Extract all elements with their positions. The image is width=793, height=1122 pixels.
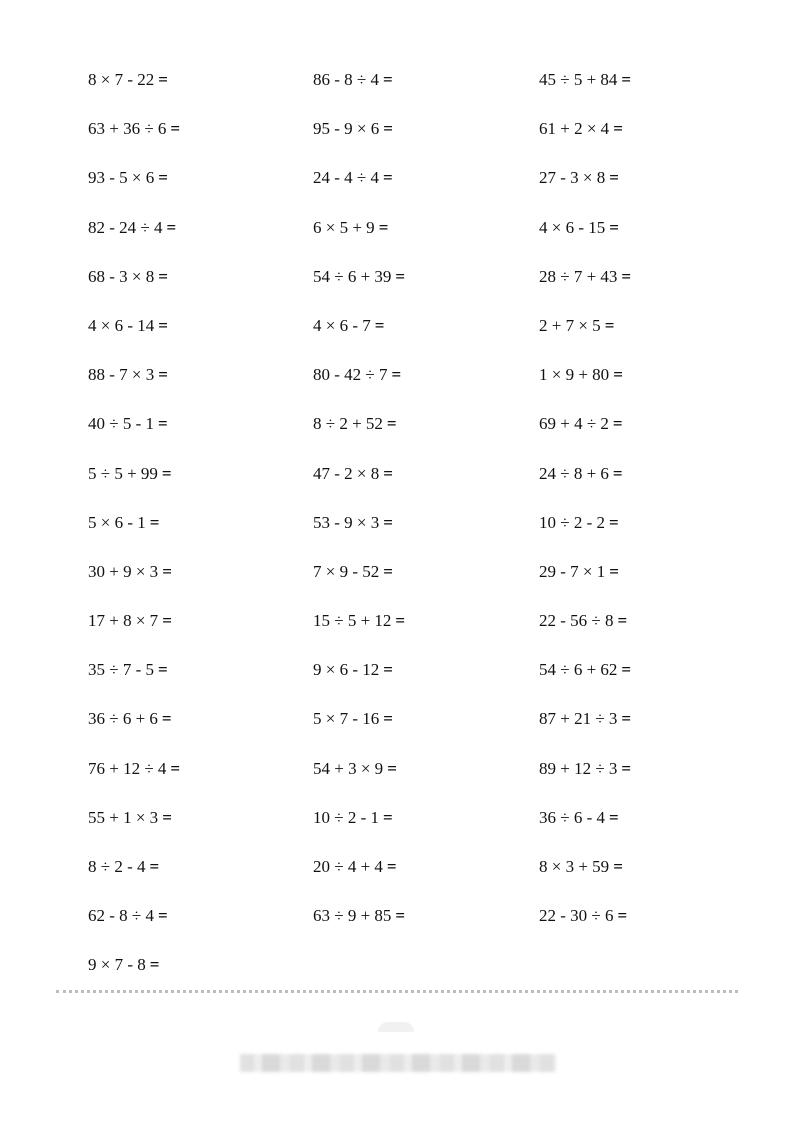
equals-sign: = xyxy=(162,561,172,581)
problem-expression: 10 ÷ 2 - 2 xyxy=(539,512,605,532)
problem-expression: 62 - 8 ÷ 4 xyxy=(88,906,154,926)
equals-sign: = xyxy=(383,709,393,729)
equals-sign: = xyxy=(166,217,177,237)
problem-expression: 35 ÷ 7 - 5 xyxy=(88,660,154,680)
equals-sign: = xyxy=(162,807,172,827)
equals-sign: = xyxy=(149,955,160,975)
equals-sign: = xyxy=(378,217,389,237)
problem-expression: 55 + 1 × 3 xyxy=(88,807,159,827)
equals-sign: = xyxy=(609,807,619,827)
equals-sign: = xyxy=(158,266,168,286)
problem-expression: 54 + 3 × 9 xyxy=(313,758,384,778)
math-problem xyxy=(313,312,405,361)
math-problem xyxy=(313,804,405,853)
problem-column-1 xyxy=(88,66,180,1001)
equals-sign: = xyxy=(158,414,168,434)
problem-expression: 8 ÷ 2 + 52 xyxy=(313,414,383,434)
problem-expression: 63 ÷ 9 + 85 xyxy=(313,906,392,926)
problem-expression: 20 ÷ 4 + 4 xyxy=(313,857,383,876)
math-problem xyxy=(539,607,631,656)
problem-expression: 4 × 6 - 7 xyxy=(313,315,371,335)
problem-expression: 54 ÷ 6 + 62 xyxy=(539,660,618,680)
math-problem xyxy=(539,263,631,312)
equals-sign: = xyxy=(383,119,393,139)
equals-sign: = xyxy=(170,119,181,139)
equals-sign: = xyxy=(170,758,181,778)
math-problem xyxy=(539,705,631,754)
equals-sign: = xyxy=(613,857,623,876)
problem-expression: 53 - 9 × 3 xyxy=(313,512,380,532)
math-problem xyxy=(539,410,631,459)
problem-expression: 7 × 9 - 52 xyxy=(313,561,380,581)
math-problem xyxy=(313,460,405,509)
equals-sign: = xyxy=(161,709,172,729)
equals-sign: = xyxy=(613,365,623,385)
equals-sign: = xyxy=(621,70,632,89)
problem-expression: 8 × 3 + 59 xyxy=(539,857,610,876)
problem-expression: 80 - 42 ÷ 7 xyxy=(313,365,388,385)
footer-logo-mark xyxy=(378,1022,414,1032)
math-problem xyxy=(313,66,405,115)
equals-sign: = xyxy=(383,168,393,188)
math-problem xyxy=(88,607,180,656)
equals-sign: = xyxy=(612,414,623,434)
math-problem xyxy=(313,115,405,164)
problem-expression: 5 ÷ 5 + 99 xyxy=(88,463,158,483)
equals-sign: = xyxy=(609,512,619,532)
math-problem xyxy=(313,607,405,656)
math-problem xyxy=(88,460,180,509)
equals-sign: = xyxy=(609,168,619,188)
math-problem xyxy=(539,361,631,410)
math-problem xyxy=(313,164,405,213)
problem-expression: 54 ÷ 6 + 39 xyxy=(313,266,392,286)
math-problem xyxy=(88,214,180,263)
problem-expression: 17 + 8 × 7 xyxy=(88,611,159,631)
math-problem xyxy=(88,312,180,361)
equals-sign: = xyxy=(158,365,168,385)
equals-sign: = xyxy=(617,906,628,926)
problem-expression: 47 - 2 × 8 xyxy=(313,463,380,483)
problem-expression: 28 ÷ 7 + 43 xyxy=(539,266,618,286)
problem-expression: 5 × 6 - 1 xyxy=(88,512,146,532)
math-problem xyxy=(88,361,180,410)
problem-expression: 24 - 4 ÷ 4 xyxy=(313,168,379,188)
math-problem xyxy=(313,214,405,263)
problem-expression: 8 × 7 - 22 xyxy=(88,70,155,89)
math-problem xyxy=(88,164,180,213)
problem-column-2 xyxy=(313,66,405,951)
math-problem xyxy=(88,755,180,804)
equals-sign: = xyxy=(386,414,397,434)
problem-expression: 95 - 9 × 6 xyxy=(313,119,380,139)
equals-sign: = xyxy=(395,266,406,286)
problem-expression: 4 × 6 - 15 xyxy=(539,217,606,237)
problem-expression: 45 ÷ 5 + 84 xyxy=(539,70,618,89)
math-problem xyxy=(313,755,405,804)
math-problem xyxy=(313,853,405,902)
equals-sign: = xyxy=(162,611,172,631)
equals-sign: = xyxy=(621,266,632,286)
math-problem xyxy=(88,66,180,115)
footer-blurred-watermark xyxy=(240,1054,556,1072)
math-problem xyxy=(539,164,631,213)
problem-expression: 8 ÷ 2 - 4 xyxy=(88,857,146,876)
equals-sign: = xyxy=(383,660,393,680)
math-problem xyxy=(88,804,180,853)
math-problem xyxy=(539,804,631,853)
equals-sign: = xyxy=(617,611,628,631)
equals-sign: = xyxy=(383,463,393,483)
equals-sign: = xyxy=(158,70,168,89)
problem-expression: 36 ÷ 6 + 6 xyxy=(88,709,158,729)
equals-sign: = xyxy=(387,758,397,778)
math-problem xyxy=(313,361,405,410)
math-problem xyxy=(539,115,631,164)
problem-expression: 61 + 2 × 4 xyxy=(539,119,610,139)
problem-expression: 93 - 5 × 6 xyxy=(88,168,155,188)
equals-sign: = xyxy=(395,906,406,926)
problem-expression: 10 ÷ 2 - 1 xyxy=(313,807,379,827)
problem-expression: 88 - 7 × 3 xyxy=(88,365,155,385)
equals-sign: = xyxy=(158,168,168,188)
problem-expression: 86 - 8 ÷ 4 xyxy=(313,70,379,89)
equals-sign: = xyxy=(149,857,160,876)
math-problem xyxy=(313,509,405,558)
math-problem xyxy=(88,951,180,1000)
equals-sign: = xyxy=(374,315,385,335)
math-problem xyxy=(539,509,631,558)
equals-sign: = xyxy=(621,660,632,680)
problem-expression: 68 - 3 × 8 xyxy=(88,266,155,286)
math-problem xyxy=(88,115,180,164)
problem-column-3 xyxy=(539,66,631,951)
equals-sign: = xyxy=(158,660,168,680)
math-problem xyxy=(539,656,631,705)
math-problem xyxy=(313,558,405,607)
math-problem xyxy=(539,214,631,263)
math-problem xyxy=(313,656,405,705)
math-problem xyxy=(88,263,180,312)
equals-sign: = xyxy=(609,561,619,581)
math-problem xyxy=(313,263,405,312)
problem-expression: 29 - 7 × 1 xyxy=(539,561,606,581)
equals-sign: = xyxy=(613,119,623,139)
problem-expression: 36 ÷ 6 - 4 xyxy=(539,807,605,827)
problem-expression: 4 × 6 - 14 xyxy=(88,315,155,335)
problem-expression: 1 × 9 + 80 xyxy=(539,365,610,385)
math-problem xyxy=(88,558,180,607)
math-problem xyxy=(539,902,631,951)
equals-sign: = xyxy=(386,857,397,876)
problem-expression: 76 + 12 ÷ 4 xyxy=(88,758,167,778)
equals-sign: = xyxy=(395,611,406,631)
problem-expression: 9 × 7 - 8 xyxy=(88,955,146,975)
dotted-divider xyxy=(56,990,738,993)
math-problem xyxy=(88,705,180,754)
problem-expression: 15 ÷ 5 + 12 xyxy=(313,611,392,631)
problem-expression: 22 - 30 ÷ 6 xyxy=(539,906,614,926)
equals-sign: = xyxy=(158,315,168,335)
equals-sign: = xyxy=(161,463,172,483)
math-problem xyxy=(313,410,405,459)
math-problem xyxy=(313,705,405,754)
math-problem xyxy=(539,460,631,509)
math-problem xyxy=(539,312,631,361)
math-problem xyxy=(313,902,405,951)
equals-sign: = xyxy=(383,512,393,532)
equals-sign: = xyxy=(612,463,623,483)
equals-sign: = xyxy=(383,561,393,581)
equals-sign: = xyxy=(383,70,393,89)
problem-expression: 89 + 12 ÷ 3 xyxy=(539,758,618,778)
problem-expression: 30 + 9 × 3 xyxy=(88,561,159,581)
math-problem xyxy=(539,853,631,902)
equals-sign: = xyxy=(383,807,393,827)
equals-sign: = xyxy=(604,315,615,335)
problem-expression: 69 + 4 ÷ 2 xyxy=(539,414,609,434)
problem-expression: 22 - 56 ÷ 8 xyxy=(539,611,614,631)
math-problem xyxy=(539,558,631,607)
math-problem xyxy=(539,755,631,804)
math-problem xyxy=(539,66,631,115)
problem-expression: 24 ÷ 8 + 6 xyxy=(539,463,609,483)
problem-expression: 87 + 21 ÷ 3 xyxy=(539,709,618,729)
problem-expression: 9 × 6 - 12 xyxy=(313,660,380,680)
problem-expression: 82 - 24 ÷ 4 xyxy=(88,217,163,237)
equals-sign: = xyxy=(158,906,168,926)
math-problem xyxy=(88,853,180,902)
math-problem xyxy=(88,902,180,951)
equals-sign: = xyxy=(621,709,632,729)
problem-expression: 5 × 7 - 16 xyxy=(313,709,380,729)
math-problem xyxy=(88,410,180,459)
problem-expression: 27 - 3 × 8 xyxy=(539,168,606,188)
equals-sign: = xyxy=(609,217,619,237)
math-problem xyxy=(88,509,180,558)
equals-sign: = xyxy=(149,512,160,532)
equals-sign: = xyxy=(391,365,402,385)
math-problem xyxy=(88,656,180,705)
problem-expression: 40 ÷ 5 - 1 xyxy=(88,414,154,434)
problem-expression: 63 + 36 ÷ 6 xyxy=(88,119,167,139)
equals-sign: = xyxy=(621,758,632,778)
problem-expression: 2 + 7 × 5 xyxy=(539,315,601,335)
problem-expression: 6 × 5 + 9 xyxy=(313,217,375,237)
